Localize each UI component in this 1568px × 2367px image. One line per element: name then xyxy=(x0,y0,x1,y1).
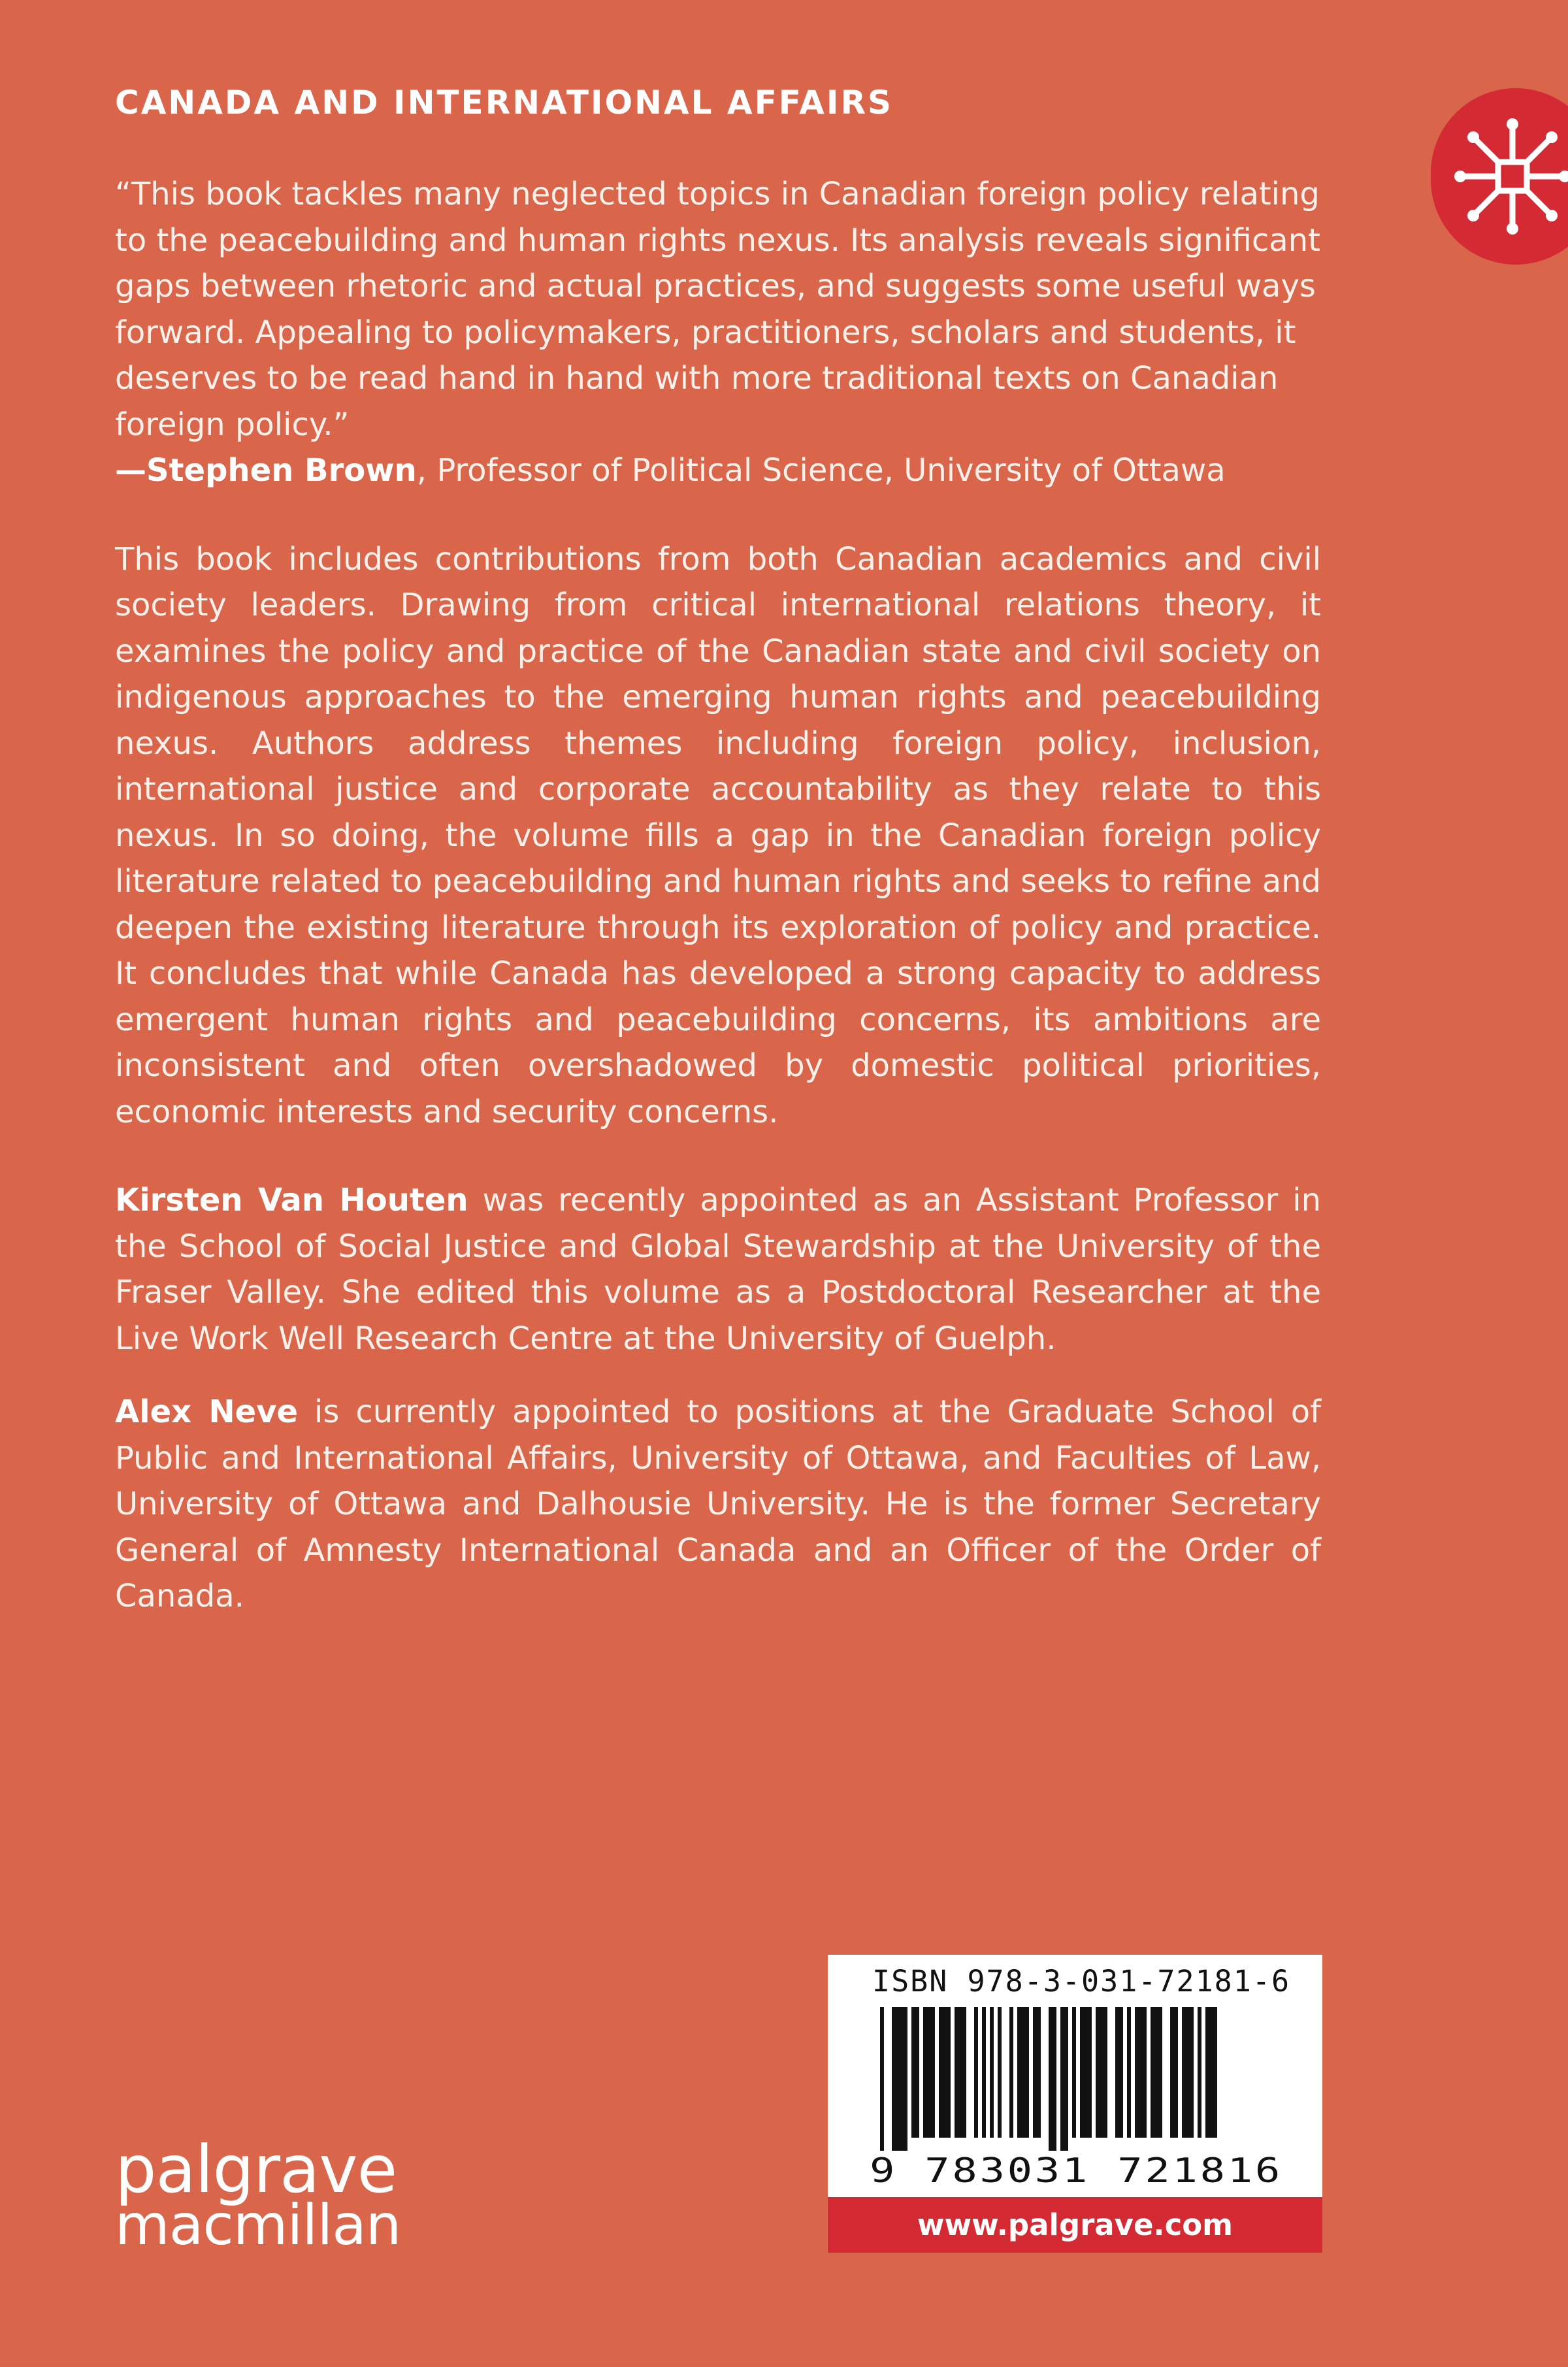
isbn-barcode-panel xyxy=(828,1955,1322,2205)
barcode-bar xyxy=(880,2007,884,2151)
barcode-bar xyxy=(1170,2007,1178,2138)
isbn-label: ISBN 978-3-031-72181-6 xyxy=(872,1964,1291,1999)
book-description: This book includes contributions from both Canadian academics and civil society leaders. Drawing from critical international relations theory, it examines the policy and practice of the Canadian state and civil society on indigenous approaches to the emerging human rights and peacebuilding nexus. Authors address themes including foreign policy, inclusion, international justice and corporate accountability as they relate to this nexus. In so doing, the volume fills a gap in the Canadian foreign policy literature related to peacebuilding and human rights and seeks to refine and deepen the existing literature through its exploration of policy and practice. It concludes that while Canada has developed a strong capacity to address emergent human rights and peacebuilding concerns, its ambitions are inconsistent and often overshadowed by domestic political priorities, economic interests and security concerns. xyxy=(115,540,1321,1130)
barcode-bar xyxy=(1033,2007,1041,2138)
endorsement-affiliation: , Professor of Political Science, University of Ottawa xyxy=(416,452,1226,489)
barcode-bar xyxy=(1182,2007,1194,2138)
palgrave-star-icon xyxy=(1454,118,1568,235)
endorsement-dash: — xyxy=(115,452,146,489)
barcode-bar xyxy=(1115,2007,1123,2138)
endorsement-author xyxy=(115,452,417,489)
barcode-bar xyxy=(939,2007,951,2138)
editor-bio-text-1: was recently appointed as an Assistant Professor in the School of Social Justice and Global Stewardship at the University of the Fraser Valley. She edited this volume as a Postdoctoral Researcher at the Live Work Well Research Centre at the University of Guelph. xyxy=(115,1182,1321,1357)
barcode-bar xyxy=(1009,2007,1013,2138)
barcode-bar xyxy=(1017,2007,1029,2138)
barcode-bar xyxy=(1049,2007,1056,2151)
publisher-name-line1: palgrave xyxy=(115,2131,397,2208)
barcode-bar xyxy=(1096,2007,1107,2138)
barcode-bar xyxy=(1151,2007,1162,2138)
endorsement-quote: “This book tackles many neglected topics in Canadian foreign policy relating to the peacebuilding and human rights nexus. Its analysis reveals significant gaps between rhetoric and actual practices, and suggests some useful ways forward. Appealing to policymakers, practitioners, scholars and students, it deserves to be read hand in hand with more traditional texts on Canadian foreign policy.” xyxy=(115,176,1320,443)
publisher-logo xyxy=(115,2131,401,2258)
series-title: CANADA AND INTERNATIONAL AFFAIRS xyxy=(115,84,893,122)
barcode-bar xyxy=(1198,2007,1201,2138)
barcode-bar xyxy=(982,2007,986,2138)
barcode-bar xyxy=(923,2007,935,2138)
barcode-bar xyxy=(990,2007,994,2138)
barcode-digits xyxy=(867,2151,1285,2190)
barcode-bar xyxy=(1135,2007,1147,2138)
editor-bio-2 xyxy=(115,1389,1321,1620)
endorsement-author-name: Stephen Brown xyxy=(146,452,417,489)
barcode-digits-text: 9 783031 721816 xyxy=(870,2151,1282,2190)
editor-name-2: Alex Neve xyxy=(115,1394,299,1430)
barcode-bar xyxy=(1072,2007,1076,2138)
barcode-bar xyxy=(1060,2007,1068,2151)
endorsement-attribution xyxy=(115,448,1321,494)
palgrave-logo-icon xyxy=(1431,88,1568,265)
publisher-name-line2: macmillan xyxy=(115,2193,401,2258)
barcode-bar xyxy=(998,2007,1002,2138)
barcode-bar xyxy=(955,2007,966,2138)
barcode-bar xyxy=(1080,2007,1092,2138)
barcode-bar xyxy=(892,2007,907,2151)
barcode-bar xyxy=(1127,2007,1131,2138)
barcode-bar xyxy=(1205,2007,1217,2138)
editor-bio-1 xyxy=(115,1177,1321,1362)
editor-name-1: Kirsten Van Houten xyxy=(115,1182,468,1218)
editor-bio-text-2: is currently appointed to positions at the Graduate School of Public and International Affairs, University of Ottawa, and Faculties of Law, University of Ottawa and Dalhousie University. He is the former Secretary General of Amnesty International Canada and an Officer of the Order of Canada. xyxy=(115,1394,1322,1614)
barcode-icon xyxy=(867,2007,1285,2151)
publisher-url: www.palgrave.com xyxy=(828,2197,1322,2253)
barcode-bar xyxy=(911,2007,919,2138)
barcode-bar xyxy=(974,2007,978,2138)
back-cover-text xyxy=(115,171,1321,1620)
